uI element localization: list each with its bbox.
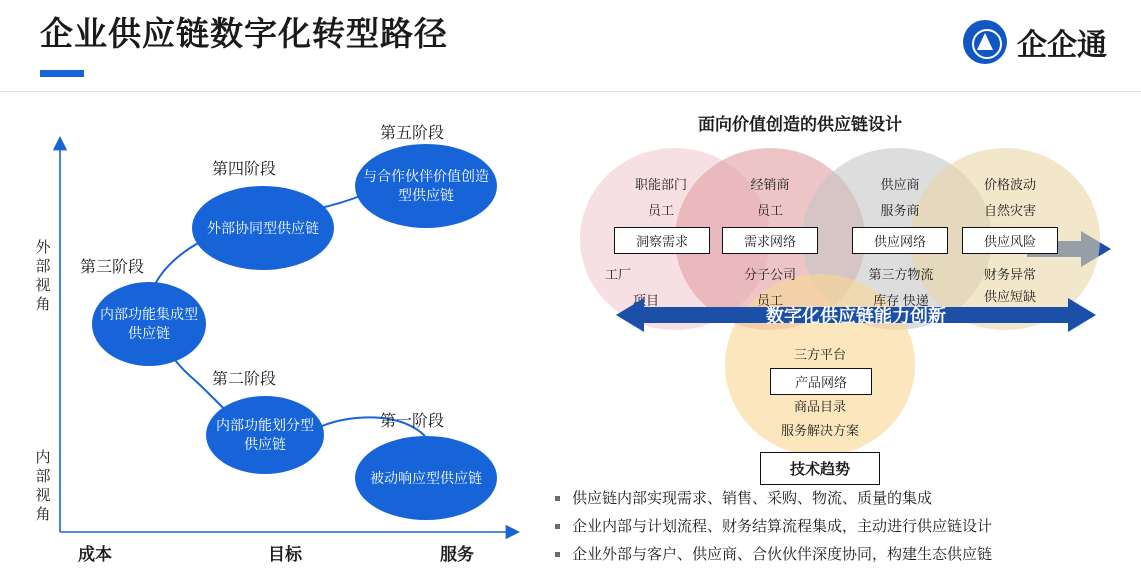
list-item <box>555 544 1135 566</box>
x-tick-cost: 成本 <box>78 545 112 564</box>
stage-5-label: 第五阶段 <box>380 125 445 142</box>
bullet-list <box>555 488 1135 572</box>
stage-2-label: 第二阶段 <box>212 371 277 388</box>
stage-3-label: 第三阶段 <box>80 259 145 276</box>
technology-trend-box: 技术趋势 <box>760 452 880 485</box>
venn5-text-1: 三方平台 <box>793 347 846 362</box>
venn4-text-4: 供应短缺 <box>983 289 1036 304</box>
bullet-text: 企业外部与客户、供应商、合伙伙伴深度协同，构建生态供应链 <box>572 546 993 563</box>
title-underline <box>40 70 84 77</box>
y-axis-bottom-label: 内部视角 <box>35 449 51 523</box>
venn2-text-1: 经销商 <box>750 177 790 192</box>
brand-name: 企企通 <box>1017 29 1107 62</box>
stage-1-bubble[interactable]: 被动响应型供应链 <box>355 436 497 520</box>
x-tick-service: 服务 <box>440 545 474 564</box>
x-tick-goal: 目标 <box>268 545 302 564</box>
venn1-box: 洞察需求 <box>614 227 710 254</box>
stage-1-label: 第一阶段 <box>380 413 445 430</box>
venn2-text-3: 分子公司 <box>743 267 796 282</box>
stage-4-bubble[interactable]: 外部协同型供应链 <box>192 186 334 270</box>
venn2-box: 需求网络 <box>722 227 818 254</box>
stage-3-bubble[interactable]: 内部功能集成型供应链 <box>92 282 206 366</box>
venn3-text-1: 供应商 <box>880 177 920 192</box>
compass-logo-icon <box>963 20 1007 64</box>
venn4-text-3: 财务异常 <box>983 267 1036 282</box>
bullet-text: 供应链内部实现需求、销售、采购、物流、质量的集成 <box>572 490 933 507</box>
y-axis-top-label: 外部视角 <box>35 239 51 313</box>
venn2-text-2: 员工 <box>756 203 783 218</box>
list-item <box>555 488 1135 510</box>
venn3-text-2: 服务商 <box>880 203 920 218</box>
venn4-text-2: 自然灾害 <box>983 203 1036 218</box>
venn3-text-4: 库存 快递 <box>873 293 929 308</box>
brand-lockup <box>963 20 1107 64</box>
venn5-text-2: 商品目录 <box>793 399 846 414</box>
stage-2-bubble[interactable]: 内部功能划分型供应链 <box>206 396 324 474</box>
venn3-box: 供应网络 <box>852 227 948 254</box>
band-label: 数字化供应链能力创新 <box>766 306 946 326</box>
venn5-box: 产品网络 <box>770 368 872 395</box>
venn1-text-1: 职能部门 <box>634 177 687 192</box>
bullet-icon <box>555 524 560 529</box>
venn1-text-3: 工厂 <box>604 267 631 282</box>
venn2-text-4: 员工 <box>756 293 783 308</box>
value-creation-supply-chain-panel <box>520 96 1141 588</box>
page-header <box>0 0 1141 92</box>
bullet-text: 企业内部与计划流程、财务结算流程集成，主动进行供应链设计 <box>572 518 993 535</box>
list-item <box>555 516 1135 538</box>
bullet-icon <box>555 552 560 557</box>
venn3-text-3: 第三方物流 <box>868 267 934 282</box>
stage-4-label: 第四阶段 <box>212 161 277 178</box>
page-title: 企业供应链数字化转型路径 <box>40 15 448 52</box>
venn4-text-1: 价格波动 <box>983 177 1036 192</box>
header-divider <box>0 91 1141 92</box>
venn4-box: 供应风险 <box>962 227 1058 254</box>
venn1-text-2: 员工 <box>647 203 674 218</box>
bullet-icon <box>555 496 560 501</box>
right-panel-title: 面向价值创造的供应链设计 <box>698 115 902 134</box>
maturity-path-diagram <box>0 96 530 588</box>
venn1-text-4: 项目 <box>632 293 659 308</box>
venn5-text-3: 服务解决方案 <box>780 423 859 438</box>
stage-5-bubble[interactable]: 与合作伙伴价值创造型供应链 <box>355 144 497 228</box>
